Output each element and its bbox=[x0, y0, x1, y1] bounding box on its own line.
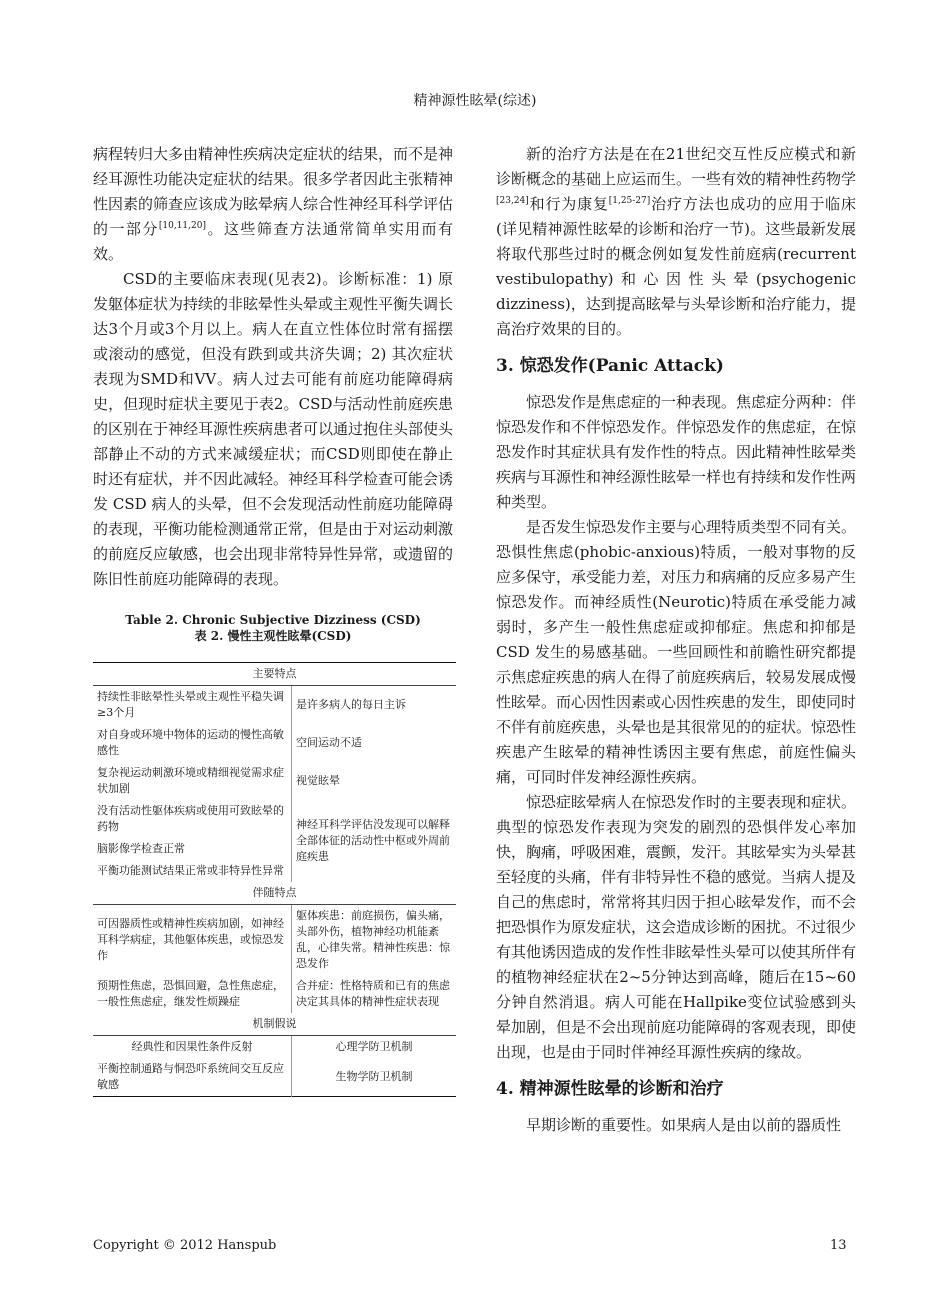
table-row bbox=[93, 905, 456, 976]
table-cell: 神经耳科学评估没发现可以解释全部体征的活动性中枢或外周前庭疾患 bbox=[296, 818, 450, 863]
table-cell: 持续性非眩晕性头晕或主观性平稳失调≥3个月 bbox=[93, 686, 292, 725]
table-cell: 可因器质性或精神性疾病加剧，如神经耳科学病症，其他躯体疾患，或惊恐发作 bbox=[93, 905, 292, 976]
table-cell: 躯体疾患：前庭损伤，偏头痛，头部外伤，植物神经功机能紊乱，心律失常。精神性疾患：惊恐发作 bbox=[296, 909, 450, 970]
paragraph: 惊恐症眩晕病人在惊恐发作时的主要表现和症状。典型的惊恐发作表现为突发的剧烈的恐惧伴发心率加快，胸痛，呼吸困难，震颤，发汗。其眩晕实为头晕甚至轻度的头痛，伴有非特异性不稳的感觉。当病人提及自己的焦虑时，常常将其归因于担心眩晕发作，而不会把恐惧作为原发症状，这会造成诊断的困扰。不过很少有其他诱因造成的发作性非眩晕性头晕可以使其所伴有的植物神经症状在2~5分钟达到高峰，随后在15~60分钟自然消退。病人可能在Hallpike变位试验感到头晕加剧，但是不会出现前庭功能障碍的客观表现，即使出现，也是由于同时伴神经耳源性疾病的缘故。 bbox=[496, 793, 857, 1061]
table-section-header: 主要特点 bbox=[93, 663, 456, 686]
paragraph: 是否发生惊恐发作主要与心理特质类型不同有关。恐惧性焦虑(phobic-anxious)特质，一般对事物的反应多保守，承受能力差，对压力和病痛的反应多易产生惊恐发作。而神经质性(Neurotic)特质在承受能力减弱时，多产生一般性焦虑症或抑郁症。焦虑和抑郁是 CSD 发生的易感基础。一些回顾性和前瞻性研究都提示焦虑症疾患的病人在得了前庭疾病后，较易发展成慢性眩晕。而心因性因素或心因性疾患的发生，即使同时不伴有前庭疾患，头晕也是其很常见的的症状。惊恐性疾患产生眩晕的精神性诱因主要有焦虑，前庭性偏头痛，可同时伴发神经源性疾病。 bbox=[496, 518, 857, 786]
table-cell: 经典性和因果性条件反射 bbox=[93, 1036, 292, 1059]
left-column bbox=[93, 142, 453, 1097]
table-row bbox=[93, 762, 456, 800]
table-cell: 对自身或环境中物体的运动的慢性高敏感性 bbox=[93, 724, 292, 762]
table-row bbox=[93, 1036, 456, 1059]
table-cell: 平衡控制通路与恫恐吓系统间交互反应敏感 bbox=[93, 1058, 292, 1097]
paragraph-text: 新的治疗方法是在在21世纪交互性反应模式和新诊断概念的基础上应运而生。一些有效的精神性药物学 bbox=[496, 145, 857, 188]
paragraph-text: 。这些筛查方法通常简单实用而有效。 bbox=[93, 220, 453, 263]
copyright: Copyright © 2012 Hanspub bbox=[93, 1238, 277, 1253]
table-row bbox=[93, 975, 456, 1013]
table-section-header: 机制假说 bbox=[93, 1013, 456, 1036]
page-number: 13 bbox=[830, 1238, 847, 1253]
citation[interactable]: [1,25-27] bbox=[608, 196, 651, 206]
paragraph-text: 治疗方法也成功的应用于临床(详见精神源性眩晕的诊断和治疗一节)。这些最新发展将取代那些过时的概念例如复发性前庭病(recurrent vestibulopathy)和心因性头晕(psychogenic dizziness)，达到提高眩晕与头晕诊断和治疗能力，提高治疗效果的目的。 bbox=[496, 195, 856, 338]
section-heading: 3. 惊恐发作(Panic Attack) bbox=[496, 356, 724, 376]
table-2 bbox=[93, 662, 456, 1097]
table-cell: 平衡功能测试结果正常或非特异性异常 bbox=[93, 860, 292, 882]
table-cell: 空间运动不适 bbox=[296, 736, 362, 749]
paragraph: 惊恐发作是焦虑症的一种表现。焦虑症分两种：伴惊恐发作和不伴惊恐发作。伴惊恐发作的焦虑症，在惊恐发作时其症状具有发作性的特点。因此精神性眩晕类疾病与耳源性和神经源性眩晕一样也有持续和发作性两种类型。 bbox=[496, 393, 857, 511]
table-cell: 预期性焦虑，恐惧回避，急性焦虑症，一般性焦虑症，继发性烦躁症 bbox=[93, 975, 292, 1013]
paragraph: CSD的主要临床表现(见表2)。诊断标准：1) 原发躯体症状为持续的非眩晕性头晕或主观性平衡失调长达3个月或3个月以上。病人在直立性体位时常有摇摆或滚动的感觉，但没有跌到或共济失调；2) 其次症状表现为SMD和VV。病人过去可能有前庭功能障碍病史，但现时症状主要见于表2。CSD与活动性前庭疾患的区别在于神经耳源性疾病患者可以通过抱住头部使头部静止不动的方式来减缓症状；而CSD则即使在静止时还有症状，并不因此减轻。神经耳科学检查可能会诱发 CSD 病人的头晕，但不会发现活动性前庭功能障碍的表现，平衡功能检测通常正常，但是由于对运动刺激的前庭反应敏感，也会出现非常特异性异常，或遗留的陈旧性前庭功能障碍的表现。 bbox=[93, 270, 454, 588]
paragraph bbox=[93, 142, 453, 267]
section-heading: 4. 精神源性眩晕的诊断和治疗 bbox=[496, 1079, 724, 1099]
table-cell: 脑影像学检查正常 bbox=[93, 838, 292, 860]
table-cell: 复杂视运动刺激环境或精细视觉需求症状加剧 bbox=[93, 762, 292, 800]
paragraph: 早期诊断的重要性。如果病人是由以前的器质性 bbox=[526, 1116, 842, 1134]
table-caption-en: Table 2. Chronic Subjective Dizziness (CSD) bbox=[125, 613, 421, 627]
table-cell: 是许多病人的每日主诉 bbox=[296, 698, 406, 711]
table-caption-zh: 表 2. 慢性主观性眩晕(CSD) bbox=[194, 629, 352, 643]
table-cell: 心理学防卫机制 bbox=[335, 1040, 413, 1053]
table-row bbox=[93, 800, 456, 838]
table-row bbox=[93, 686, 456, 725]
table-cell: 合并症：性格特质和已有的焦虑决定其具体的精神性症状表现 bbox=[296, 979, 450, 1008]
table-section-header: 伴随特点 bbox=[93, 882, 456, 905]
citation[interactable]: [23,24] bbox=[496, 196, 529, 206]
table-cell: 没有活动性躯体疾病或使用可致眩晕的药物 bbox=[93, 800, 292, 838]
citation[interactable]: [10,11,20] bbox=[158, 221, 206, 231]
table-cell: 生物学防卫机制 bbox=[335, 1070, 413, 1083]
table-row bbox=[93, 724, 456, 762]
table-row bbox=[93, 1058, 456, 1097]
right-column bbox=[496, 142, 856, 1138]
paragraph-text: 和行为康复 bbox=[528, 195, 609, 213]
running-title: 精神源性眩晕(综述) bbox=[413, 93, 537, 109]
table-cell: 视觉眩晕 bbox=[296, 774, 340, 787]
paragraph bbox=[496, 142, 856, 342]
paragraph-text: 病程转归大多由精神性疾病决定症状的结果，而不是神经耳源性功能决定症状的结果。很多学者因此主张精神性因素的筛查应该成为眩晕病人综合性神经耳科学评估的一部分 bbox=[93, 145, 454, 238]
